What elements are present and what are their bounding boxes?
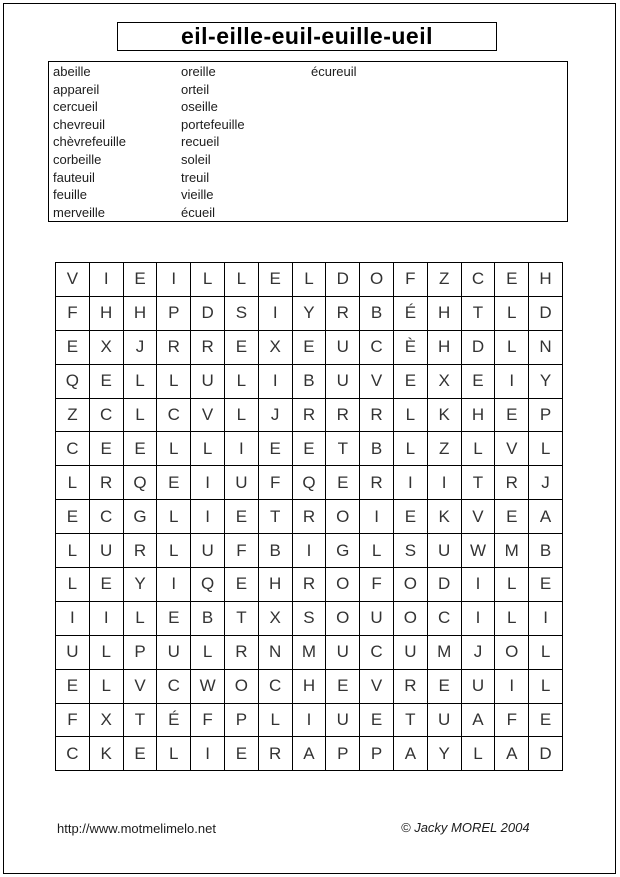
grid-cell[interactable]: O <box>360 263 394 297</box>
grid-cell[interactable]: N <box>258 635 292 669</box>
grid-cell[interactable]: F <box>191 703 225 737</box>
grid-cell[interactable]: L <box>89 635 123 669</box>
word-item: corbeille <box>53 151 102 167</box>
grid-row <box>56 263 563 297</box>
grid-cell[interactable]: W <box>461 534 495 568</box>
grid-cell[interactable]: K <box>427 500 461 534</box>
grid-cell[interactable]: I <box>191 737 225 771</box>
letter-grid-body <box>56 263 563 771</box>
grid-cell[interactable]: J <box>258 398 292 432</box>
grid-cell[interactable]: U <box>393 635 427 669</box>
grid-cell[interactable]: R <box>224 635 258 669</box>
copyright-text: © Jacky MOREL 2004 <box>401 820 530 835</box>
grid-cell[interactable]: J <box>461 635 495 669</box>
grid-cell[interactable]: R <box>292 398 326 432</box>
grid-cell[interactable]: L <box>529 635 563 669</box>
grid-row <box>56 398 563 432</box>
grid-cell[interactable]: C <box>89 398 123 432</box>
grid-row <box>56 669 563 703</box>
grid-cell[interactable]: P <box>123 635 157 669</box>
grid-cell[interactable]: L <box>495 568 529 602</box>
grid-cell[interactable]: R <box>495 466 529 500</box>
word-list <box>48 61 568 222</box>
grid-cell[interactable]: E <box>56 669 90 703</box>
grid-cell[interactable]: Y <box>529 364 563 398</box>
grid-cell[interactable]: R <box>123 534 157 568</box>
grid-row <box>56 296 563 330</box>
grid-cell[interactable]: E <box>393 364 427 398</box>
grid-cell[interactable]: V <box>360 364 394 398</box>
word-item: chèvrefeuille <box>53 134 126 150</box>
grid-cell[interactable]: L <box>224 364 258 398</box>
grid-cell[interactable]: H <box>123 296 157 330</box>
grid-cell[interactable]: I <box>191 500 225 534</box>
grid-cell[interactable]: L <box>224 263 258 297</box>
grid-cell[interactable]: U <box>157 635 191 669</box>
grid-cell[interactable]: S <box>292 601 326 635</box>
grid-cell[interactable]: C <box>360 330 394 364</box>
grid-cell[interactable]: X <box>89 330 123 364</box>
grid-cell[interactable]: I <box>461 568 495 602</box>
grid-cell[interactable]: T <box>258 500 292 534</box>
grid-cell[interactable]: D <box>461 330 495 364</box>
grid-cell[interactable]: E <box>495 263 529 297</box>
word-item: fauteuil <box>53 169 95 185</box>
puzzle-title: eil-eille-euil-euille-ueil <box>180 23 433 49</box>
grid-cell[interactable]: U <box>427 703 461 737</box>
grid-cell[interactable]: E <box>258 432 292 466</box>
grid-cell[interactable]: L <box>191 432 225 466</box>
grid-cell[interactable]: V <box>56 263 90 297</box>
grid-cell[interactable]: E <box>529 703 563 737</box>
grid-cell[interactable]: I <box>529 601 563 635</box>
grid-cell[interactable]: I <box>427 466 461 500</box>
grid-cell[interactable]: O <box>326 601 360 635</box>
grid-cell[interactable]: H <box>427 296 461 330</box>
grid-cell[interactable]: E <box>393 500 427 534</box>
grid-cell[interactable]: Y <box>123 568 157 602</box>
grid-cell[interactable]: B <box>258 534 292 568</box>
grid-cell[interactable]: I <box>292 703 326 737</box>
grid-cell[interactable]: R <box>258 737 292 771</box>
grid-cell[interactable]: U <box>461 669 495 703</box>
grid-cell[interactable]: R <box>360 398 394 432</box>
grid-cell[interactable]: T <box>461 296 495 330</box>
grid-cell[interactable]: O <box>393 568 427 602</box>
grid-cell[interactable]: Q <box>191 568 225 602</box>
grid-cell[interactable]: P <box>360 737 394 771</box>
grid-cell[interactable]: C <box>461 263 495 297</box>
grid-cell[interactable]: I <box>495 364 529 398</box>
word-item: feuille <box>53 187 87 203</box>
grid-cell[interactable]: P <box>326 737 360 771</box>
grid-cell[interactable]: L <box>529 432 563 466</box>
grid-cell[interactable]: C <box>56 737 90 771</box>
word-item: oseille <box>181 99 218 115</box>
grid-cell[interactable]: É <box>393 296 427 330</box>
grid-cell[interactable]: U <box>89 534 123 568</box>
grid-cell[interactable]: I <box>224 432 258 466</box>
grid-cell[interactable]: E <box>495 500 529 534</box>
grid-cell[interactable]: D <box>529 737 563 771</box>
grid-cell[interactable]: R <box>292 500 326 534</box>
word-item: treuil <box>181 169 210 185</box>
grid-cell[interactable]: V <box>495 432 529 466</box>
grid-cell[interactable]: C <box>258 669 292 703</box>
grid-cell[interactable]: L <box>123 601 157 635</box>
grid-cell[interactable]: I <box>89 263 123 297</box>
word-item: soleil <box>181 151 211 167</box>
grid-cell[interactable]: A <box>292 737 326 771</box>
grid-cell[interactable]: T <box>326 432 360 466</box>
grid-cell[interactable]: O <box>495 635 529 669</box>
grid-cell[interactable]: M <box>292 635 326 669</box>
grid-row <box>56 466 563 500</box>
grid-cell[interactable]: L <box>461 737 495 771</box>
grid-row <box>56 534 563 568</box>
grid-cell[interactable]: U <box>191 534 225 568</box>
grid-cell[interactable]: H <box>529 263 563 297</box>
grid-cell[interactable]: H <box>427 330 461 364</box>
grid-cell[interactable]: L <box>258 703 292 737</box>
grid-cell[interactable]: I <box>258 364 292 398</box>
grid-cell[interactable]: E <box>258 263 292 297</box>
word-item: portefeuille <box>181 116 245 132</box>
grid-row <box>56 703 563 737</box>
word-item: appareil <box>53 81 100 97</box>
grid-cell[interactable]: K <box>89 737 123 771</box>
letter-grid <box>55 262 563 771</box>
grid-cell[interactable]: C <box>427 601 461 635</box>
grid-cell[interactable]: H <box>258 568 292 602</box>
grid-cell[interactable]: Z <box>427 263 461 297</box>
grid-cell[interactable]: F <box>258 466 292 500</box>
grid-cell[interactable]: O <box>224 669 258 703</box>
grid-cell[interactable]: L <box>89 669 123 703</box>
grid-cell[interactable]: I <box>393 466 427 500</box>
grid-cell[interactable]: I <box>292 534 326 568</box>
grid-cell[interactable]: L <box>157 432 191 466</box>
grid-cell[interactable]: R <box>326 398 360 432</box>
grid-cell[interactable]: L <box>123 364 157 398</box>
grid-cell[interactable]: F <box>56 296 90 330</box>
grid-cell[interactable]: L <box>292 263 326 297</box>
grid-cell[interactable]: X <box>427 364 461 398</box>
grid-cell[interactable]: E <box>123 263 157 297</box>
grid-cell[interactable]: V <box>360 669 394 703</box>
grid-cell[interactable]: D <box>326 263 360 297</box>
grid-cell[interactable]: U <box>427 534 461 568</box>
grid-cell[interactable]: F <box>56 703 90 737</box>
grid-cell[interactable]: A <box>393 737 427 771</box>
grid-cell[interactable]: T <box>224 601 258 635</box>
grid-cell[interactable]: U <box>326 330 360 364</box>
grid-cell[interactable]: B <box>360 432 394 466</box>
grid-cell[interactable]: F <box>360 568 394 602</box>
grid-cell[interactable]: C <box>157 669 191 703</box>
grid-cell[interactable]: E <box>89 364 123 398</box>
grid-cell[interactable]: C <box>56 432 90 466</box>
word-list-column-1 <box>53 63 181 221</box>
grid-cell[interactable]: E <box>360 703 394 737</box>
grid-cell[interactable]: S <box>393 534 427 568</box>
grid-cell[interactable]: Q <box>56 364 90 398</box>
grid-cell[interactable]: I <box>191 466 225 500</box>
grid-cell[interactable]: B <box>191 601 225 635</box>
grid-cell[interactable]: V <box>191 398 225 432</box>
grid-cell[interactable]: L <box>191 263 225 297</box>
grid-cell[interactable]: E <box>123 432 157 466</box>
grid-cell[interactable]: F <box>224 534 258 568</box>
grid-cell[interactable]: L <box>495 330 529 364</box>
grid-cell[interactable]: E <box>224 330 258 364</box>
grid-cell[interactable]: U <box>56 635 90 669</box>
grid-cell[interactable]: C <box>157 398 191 432</box>
grid-cell[interactable]: J <box>123 330 157 364</box>
grid-cell[interactable]: E <box>157 601 191 635</box>
grid-cell[interactable]: J <box>529 466 563 500</box>
grid-cell[interactable]: F <box>393 263 427 297</box>
grid-cell[interactable]: L <box>56 568 90 602</box>
grid-cell[interactable]: E <box>326 466 360 500</box>
word-item: orteil <box>181 81 210 97</box>
word-item: écueil <box>181 204 215 220</box>
word-item: chevreuil <box>53 116 106 132</box>
grid-cell[interactable]: H <box>89 296 123 330</box>
grid-cell[interactable]: B <box>529 534 563 568</box>
grid-row <box>56 635 563 669</box>
grid-cell[interactable]: U <box>326 703 360 737</box>
grid-cell[interactable]: A <box>529 500 563 534</box>
grid-row <box>56 330 563 364</box>
word-list-column-2 <box>181 63 311 221</box>
grid-cell[interactable]: L <box>56 534 90 568</box>
grid-cell[interactable]: E <box>224 500 258 534</box>
grid-cell[interactable]: X <box>258 601 292 635</box>
word-item: vieille <box>181 187 214 203</box>
grid-cell[interactable]: E <box>56 500 90 534</box>
grid-cell[interactable]: E <box>427 669 461 703</box>
grid-cell[interactable]: O <box>326 568 360 602</box>
grid-cell[interactable]: D <box>427 568 461 602</box>
grid-cell[interactable]: M <box>427 635 461 669</box>
grid-cell[interactable]: B <box>360 296 394 330</box>
grid-cell[interactable]: R <box>157 330 191 364</box>
grid-row <box>56 364 563 398</box>
grid-cell[interactable]: G <box>326 534 360 568</box>
grid-cell[interactable]: N <box>529 330 563 364</box>
grid-cell[interactable]: G <box>123 500 157 534</box>
grid-cell[interactable]: Z <box>56 398 90 432</box>
word-list-column-3 <box>311 63 567 221</box>
grid-cell[interactable]: L <box>191 635 225 669</box>
grid-cell[interactable]: V <box>461 500 495 534</box>
grid-cell[interactable]: E <box>292 330 326 364</box>
grid-cell[interactable]: B <box>292 364 326 398</box>
grid-cell[interactable]: U <box>326 635 360 669</box>
grid-cell[interactable]: O <box>393 601 427 635</box>
grid-cell[interactable]: L <box>393 398 427 432</box>
grid-cell[interactable]: L <box>393 432 427 466</box>
grid-cell[interactable]: L <box>157 534 191 568</box>
grid-row <box>56 568 563 602</box>
grid-cell[interactable]: E <box>89 568 123 602</box>
grid-cell[interactable]: E <box>224 568 258 602</box>
grid-cell[interactable]: E <box>56 330 90 364</box>
grid-cell[interactable]: K <box>427 398 461 432</box>
grid-cell[interactable]: O <box>326 500 360 534</box>
grid-cell[interactable]: Y <box>292 296 326 330</box>
grid-cell[interactable]: H <box>292 669 326 703</box>
grid-cell[interactable]: È <box>393 330 427 364</box>
grid-cell[interactable]: P <box>529 398 563 432</box>
grid-cell[interactable]: E <box>123 737 157 771</box>
word-item: recueil <box>181 134 220 150</box>
grid-cell[interactable]: I <box>157 568 191 602</box>
grid-cell[interactable]: U <box>191 364 225 398</box>
grid-cell[interactable]: U <box>326 364 360 398</box>
grid-cell[interactable]: E <box>461 364 495 398</box>
grid-cell[interactable]: R <box>89 466 123 500</box>
grid-cell[interactable]: A <box>461 703 495 737</box>
grid-cell[interactable]: L <box>157 737 191 771</box>
grid-cell[interactable]: L <box>224 398 258 432</box>
grid-cell[interactable]: C <box>360 635 394 669</box>
grid-cell[interactable]: E <box>292 432 326 466</box>
grid-cell[interactable]: R <box>191 330 225 364</box>
title-box <box>117 22 497 51</box>
grid-cell[interactable]: A <box>495 737 529 771</box>
grid-cell[interactable]: E <box>224 737 258 771</box>
grid-cell[interactable]: L <box>495 296 529 330</box>
grid-cell[interactable]: H <box>461 398 495 432</box>
grid-cell[interactable]: S <box>224 296 258 330</box>
grid-cell[interactable]: U <box>224 466 258 500</box>
grid-cell[interactable]: P <box>224 703 258 737</box>
grid-cell[interactable]: X <box>258 330 292 364</box>
grid-cell[interactable]: L <box>56 466 90 500</box>
grid-cell[interactable]: L <box>123 398 157 432</box>
grid-cell[interactable]: I <box>461 601 495 635</box>
grid-cell[interactable]: I <box>360 500 394 534</box>
grid-cell[interactable]: L <box>157 500 191 534</box>
grid-cell[interactable]: Q <box>292 466 326 500</box>
grid-cell[interactable]: L <box>157 364 191 398</box>
grid-cell[interactable]: L <box>495 601 529 635</box>
word-item: cercueil <box>53 99 98 115</box>
grid-cell[interactable]: R <box>326 296 360 330</box>
grid-cell[interactable]: E <box>157 466 191 500</box>
grid-row <box>56 601 563 635</box>
grid-row <box>56 500 563 534</box>
website-link[interactable]: http://www.motmelimelo.net <box>57 821 216 836</box>
word-item: oreille <box>181 64 216 79</box>
grid-cell[interactable]: R <box>393 669 427 703</box>
grid-cell[interactable]: T <box>393 703 427 737</box>
grid-cell[interactable]: X <box>89 703 123 737</box>
grid-cell[interactable]: I <box>89 601 123 635</box>
grid-cell[interactable]: D <box>529 296 563 330</box>
grid-cell[interactable]: I <box>495 669 529 703</box>
word-item: écureuil <box>311 64 357 79</box>
grid-row <box>56 432 563 466</box>
grid-cell[interactable]: E <box>326 669 360 703</box>
grid-cell[interactable]: E <box>495 398 529 432</box>
grid-cell[interactable]: Q <box>123 466 157 500</box>
grid-cell[interactable]: V <box>123 669 157 703</box>
grid-cell[interactable]: U <box>360 601 394 635</box>
grid-cell[interactable]: E <box>529 568 563 602</box>
grid-cell[interactable]: Z <box>427 432 461 466</box>
grid-cell[interactable]: P <box>157 296 191 330</box>
grid-cell[interactable]: E <box>89 432 123 466</box>
grid-cell[interactable]: L <box>360 534 394 568</box>
grid-cell[interactable]: W <box>191 669 225 703</box>
grid-cell[interactable]: F <box>495 703 529 737</box>
grid-cell[interactable]: Y <box>427 737 461 771</box>
word-item: abeille <box>53 64 91 79</box>
grid-cell[interactable]: T <box>461 466 495 500</box>
grid-cell[interactable]: R <box>292 568 326 602</box>
grid-cell[interactable]: L <box>461 432 495 466</box>
grid-cell[interactable]: I <box>157 263 191 297</box>
grid-cell[interactable]: I <box>56 601 90 635</box>
grid-cell[interactable]: R <box>360 466 394 500</box>
grid-cell[interactable]: I <box>258 296 292 330</box>
grid-cell[interactable]: D <box>191 296 225 330</box>
word-item: merveille <box>53 204 106 220</box>
grid-cell[interactable]: É <box>157 703 191 737</box>
grid-cell[interactable]: L <box>529 669 563 703</box>
grid-cell[interactable]: C <box>89 500 123 534</box>
grid-cell[interactable]: M <box>495 534 529 568</box>
grid-cell[interactable]: T <box>123 703 157 737</box>
grid-row <box>56 737 563 771</box>
